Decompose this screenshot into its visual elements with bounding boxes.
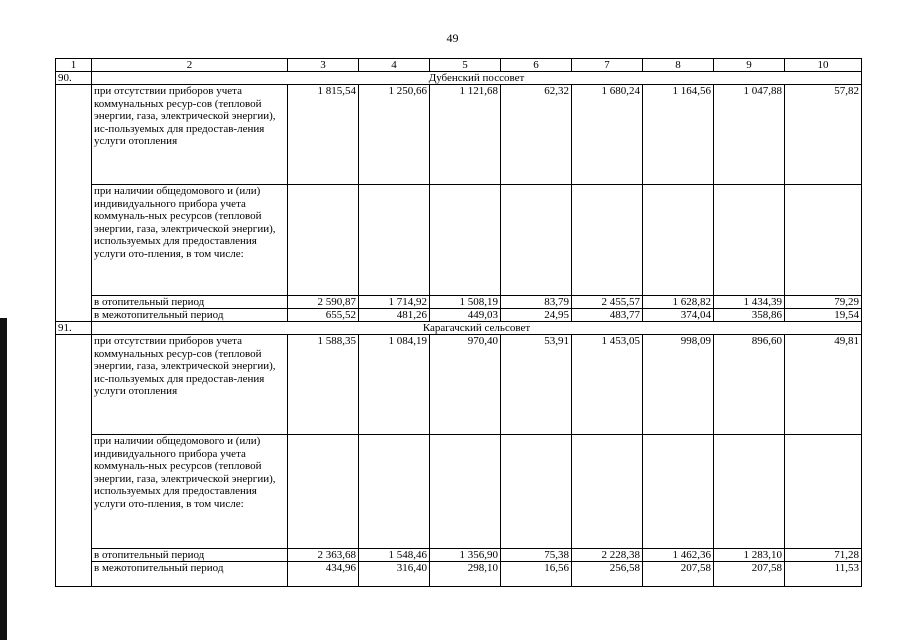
table-row bbox=[56, 85, 862, 185]
value-cell: 11,53 bbox=[785, 562, 862, 587]
value-cell: 1 047,88 bbox=[714, 85, 785, 185]
row-description: при отсутствии приборов учета коммунальных ресур-сов (тепловой энергии, газа, электрической энергии), ис-пользуемых для предостав-ления услуги отопления bbox=[92, 335, 288, 435]
value-cell: 1 680,24 bbox=[572, 85, 643, 185]
value-cell: 207,58 bbox=[714, 562, 785, 587]
value-cell: 481,26 bbox=[359, 309, 430, 322]
value-cell: 434,96 bbox=[288, 562, 359, 587]
column-header: 1 bbox=[56, 59, 92, 72]
value-cell: 207,58 bbox=[643, 562, 714, 587]
value-cell: 2 363,68 bbox=[288, 549, 359, 562]
value-cell: 53,91 bbox=[501, 335, 572, 435]
value-cell bbox=[785, 185, 862, 296]
value-cell bbox=[288, 435, 359, 549]
value-cell: 1 588,35 bbox=[288, 335, 359, 435]
tariff-table bbox=[55, 58, 862, 587]
value-cell: 49,81 bbox=[785, 335, 862, 435]
value-cell: 1 628,82 bbox=[643, 296, 714, 309]
value-cell: 374,04 bbox=[643, 309, 714, 322]
table-row bbox=[56, 549, 862, 562]
value-cell bbox=[714, 185, 785, 296]
section-row bbox=[56, 322, 862, 335]
value-cell: 1 283,10 bbox=[714, 549, 785, 562]
column-header: 9 bbox=[714, 59, 785, 72]
empty-cell bbox=[56, 85, 92, 322]
value-cell: 57,82 bbox=[785, 85, 862, 185]
table-row bbox=[56, 335, 862, 435]
column-header: 7 bbox=[572, 59, 643, 72]
value-cell: 1 548,46 bbox=[359, 549, 430, 562]
column-header: 6 bbox=[501, 59, 572, 72]
value-cell bbox=[359, 435, 430, 549]
value-cell bbox=[430, 435, 501, 549]
row-description: в межотопительный период bbox=[92, 562, 288, 587]
table-row bbox=[56, 296, 862, 309]
value-cell bbox=[288, 185, 359, 296]
value-cell bbox=[359, 185, 430, 296]
value-cell: 1 356,90 bbox=[430, 549, 501, 562]
value-cell: 1 164,56 bbox=[643, 85, 714, 185]
value-cell: 896,60 bbox=[714, 335, 785, 435]
value-cell: 316,40 bbox=[359, 562, 430, 587]
value-cell bbox=[643, 435, 714, 549]
value-cell bbox=[430, 185, 501, 296]
value-cell: 998,09 bbox=[643, 335, 714, 435]
page-number: 49 bbox=[446, 31, 459, 45]
row-description: в межотопительный период bbox=[92, 309, 288, 322]
row-description: при наличии общедомового и (или) индивидуального прибора учета коммуналь-ных ресурсов (тепловой энергии, газа, электрической энергии), используемых для предоставления услуги ото-пления, в том числе: bbox=[92, 185, 288, 296]
table-row bbox=[56, 185, 862, 296]
value-cell: 71,28 bbox=[785, 549, 862, 562]
value-cell: 655,52 bbox=[288, 309, 359, 322]
value-cell: 1 714,92 bbox=[359, 296, 430, 309]
value-cell: 1 453,05 bbox=[572, 335, 643, 435]
value-cell: 62,32 bbox=[501, 85, 572, 185]
value-cell: 24,95 bbox=[501, 309, 572, 322]
row-description: в отопительный период bbox=[92, 296, 288, 309]
value-cell: 483,77 bbox=[572, 309, 643, 322]
column-header: 4 bbox=[359, 59, 430, 72]
value-cell: 1 121,68 bbox=[430, 85, 501, 185]
table-row bbox=[56, 562, 862, 587]
row-description: в отопительный период bbox=[92, 549, 288, 562]
value-cell: 1 250,66 bbox=[359, 85, 430, 185]
value-cell bbox=[643, 185, 714, 296]
value-cell: 449,03 bbox=[430, 309, 501, 322]
column-header: 2 bbox=[92, 59, 288, 72]
scan-edge-bar bbox=[0, 318, 7, 640]
column-header: 10 bbox=[785, 59, 862, 72]
column-header: 8 bbox=[643, 59, 714, 72]
value-cell: 1 462,36 bbox=[643, 549, 714, 562]
value-cell bbox=[501, 435, 572, 549]
value-cell: 358,86 bbox=[714, 309, 785, 322]
value-cell: 2 455,57 bbox=[572, 296, 643, 309]
value-cell bbox=[785, 435, 862, 549]
row-description: при наличии общедомового и (или) индивидуального прибора учета коммуналь-ных ресурсов (тепловой энергии, газа, электрической энергии), используемых для предоставления услуги ото-пления, в том числе: bbox=[92, 435, 288, 549]
value-cell: 2 590,87 bbox=[288, 296, 359, 309]
value-cell: 1 434,39 bbox=[714, 296, 785, 309]
value-cell: 16,56 bbox=[501, 562, 572, 587]
value-cell: 79,29 bbox=[785, 296, 862, 309]
section-row bbox=[56, 72, 862, 85]
value-cell: 1 815,54 bbox=[288, 85, 359, 185]
value-cell: 2 228,38 bbox=[572, 549, 643, 562]
value-cell: 970,40 bbox=[430, 335, 501, 435]
value-cell bbox=[714, 435, 785, 549]
value-cell: 256,58 bbox=[572, 562, 643, 587]
value-cell: 75,38 bbox=[501, 549, 572, 562]
column-header: 3 bbox=[288, 59, 359, 72]
row-description: при отсутствии приборов учета коммунальных ресур-сов (тепловой энергии, газа, электрической энергии), ис-пользуемых для предостав-ления услуги отопления bbox=[92, 85, 288, 185]
section-name: Дубенский поссовет bbox=[92, 72, 862, 85]
value-cell: 83,79 bbox=[501, 296, 572, 309]
column-header: 5 bbox=[430, 59, 501, 72]
value-cell: 1 084,19 bbox=[359, 335, 430, 435]
empty-cell bbox=[56, 335, 92, 587]
value-cell: 1 508,19 bbox=[430, 296, 501, 309]
value-cell bbox=[572, 435, 643, 549]
value-cell bbox=[572, 185, 643, 296]
value-cell: 19,54 bbox=[785, 309, 862, 322]
section-number: 90. bbox=[56, 72, 92, 85]
value-cell bbox=[501, 185, 572, 296]
section-name: Карагачский сельсовет bbox=[92, 322, 862, 335]
section-number: 91. bbox=[56, 322, 92, 335]
value-cell: 298,10 bbox=[430, 562, 501, 587]
table-row bbox=[56, 435, 862, 549]
table-row bbox=[56, 309, 862, 322]
table-header-row bbox=[56, 59, 862, 72]
